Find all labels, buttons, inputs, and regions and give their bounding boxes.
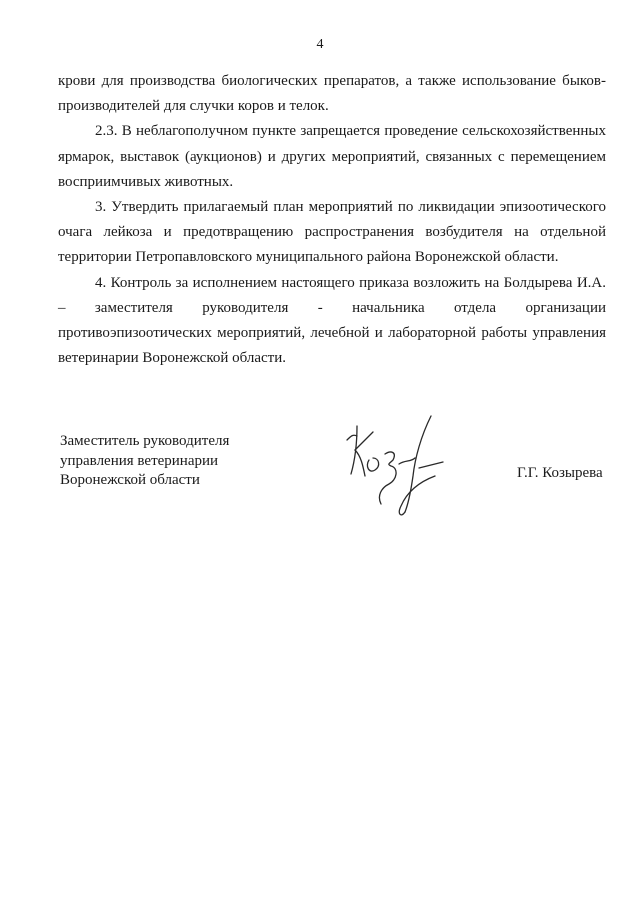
paragraph-continuation: крови для производства биологических препаратов, а также использование быков-производителей для случки коров и телок.: [58, 73, 606, 115]
handwritten-signature: [335, 412, 465, 522]
signatory-position-line-2: управления ветеринарии: [60, 452, 219, 469]
signatory-name: Г.Г. Козырева: [517, 465, 603, 481]
signatory-position: [60, 432, 229, 491]
paragraph-point-3: 3. Утвердить прилагаемый план мероприятий по ликвидации эпизоотического очага лейкоза и предотвращению распространения возбудителя на отдельной территории Петропавловского муниципального района Воронежской области.: [58, 199, 606, 266]
page-number: 4: [316, 37, 324, 52]
signatory-position-line-1: Заместитель руководителя: [60, 433, 230, 449]
document-body: [58, 69, 606, 371]
signatory-position-line-3: Воронежской области: [60, 472, 200, 488]
paragraph-point-4: 4. Контроль за исполнением настоящего приказа возложить на Болдырева И.А. – заместителя руководителя - начальника отдела организации противоэпизоотических мероприятий, лечебной и лабораторной работы управления ветеринарии Воронежской области.: [58, 274, 606, 367]
paragraph-point-2-3: 2.3. В неблагополучном пункте запрещается проведение сельскохозяйственных ярмарок, выставок (аукционов) и других мероприятий, связанных с перемещением восприимчивых животных.: [58, 123, 606, 190]
